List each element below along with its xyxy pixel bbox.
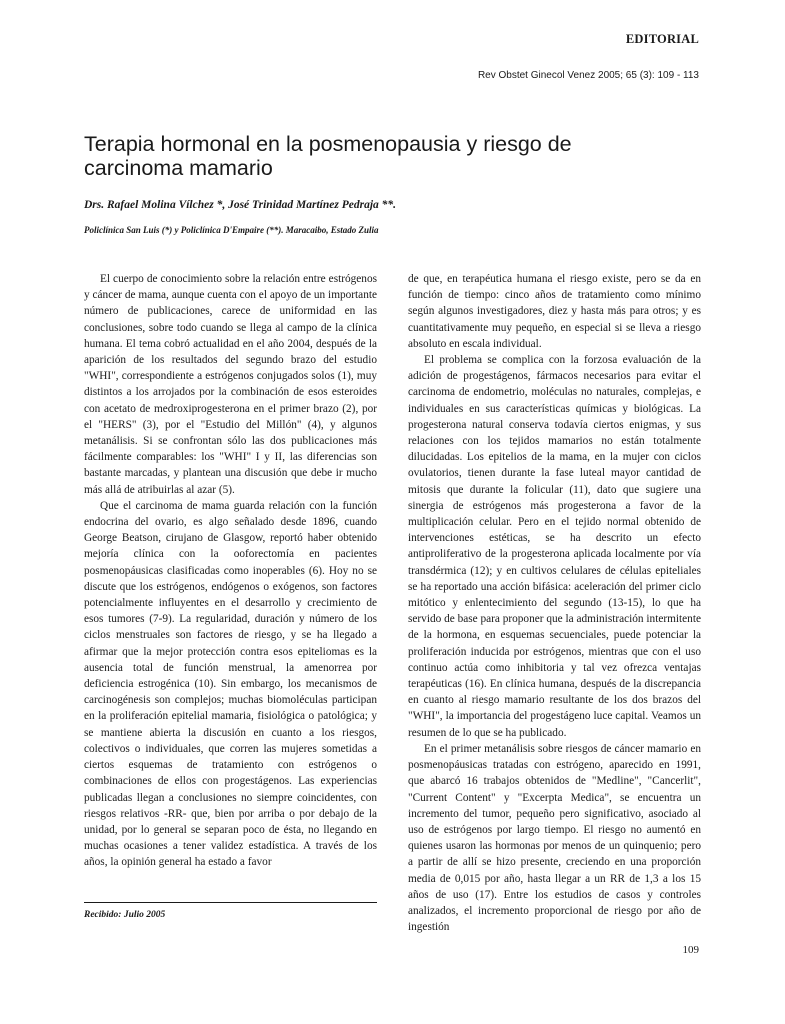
article-authors: Drs. Rafael Molina Vílchez *, José Trinidad Martínez Pedraja **. [84,199,397,211]
body-paragraph: El problema se complica con la forzosa evaluación de la adición de progestágenos, fármacos necesarios para evitar el carcinoma de endometrio, moléculas no naturales, complejas, e individuales en sus características químicas y biológicas. La progesterona natural conserva todavía ciertos enigmas, y sus relaciones con los tejidos mamarios no están totalmente dilucidadas. Los epitelios de la mama, en la mujer con ciclos ovulatorios, tienen durante la fase luteal mayor cantidad de mitosis que durante la folicular (11), dato que sugiere una sinergia de estrógenos más progesterona a favor de la multiplicación celular. Pero en el tejido normal obtenido de intervenciones estéticas, se ha descrito un efecto antiproliferativo de la progesterona aplicada localmente por vía transdérmica (12); y en cultivos celulares de células epiteliales se ha reportado una acción bifásica: aceleración del primer ciclo mitótico y enlentecimiento del segundo (13-15), lo que ha servido de base para proponer que la administración intermitente de la hormona, en esquemas secuenciales, puede potenciar la proliferación inducida por estrógenos, mientras que con el uso continuo actúa como inhibitoria y tal vez ofrezca ventajas terapéuticas (16). En clínica humana, después de la discrepancia en cuanto al riesgo mamario resultante de los dos brazos del "WHI", la importancia del progestágeno luce capital. Veamos un resumen de lo que se ha publicado. [408,354,701,739]
body-paragraph: de que, en terapéutica humana el riesgo existe, pero se da en función de tiempo: cinco años de tratamiento como mínimo según algunos investigadores, diez y hasta más para otros; y es cuantitativamente muy pequeño, en especial si se lleva a riesgo absoluto en escala individual. [408,273,701,350]
footnote-divider [84,902,377,903]
right-column [408,271,701,935]
author-affiliation: Policlínica San Luis (*) y Policlínica D'Empaire (**). Maracaibo, Estado Zulia [84,225,379,235]
body-paragraph: El cuerpo de conocimiento sobre la relación entre estrógenos y cáncer de mama, aunque cuenta con el apoyo de un importante número de publicaciones, carece de uniformidad en las conclusiones, sobre todo cuando se llega al campo de la clínica humana. El tema cobró actualidad en el año 2004, después de la aparición de los resultados del segundo brazo del estudio "WHI", correspondiente a estrógenos conjugados solos (1), muy distintos a los arrojados por la combinación de esos esteroides con acetato de medroxiprogesterona en el primer brazo (2), por el "HERS" (3), por el "Estudio del Millón" (4), y algunos metanálisis. Si se confrontan sólo las dos publicaciones más fácilmente comparables: los "WHI" I y II, las diferencias son bastante marcadas, y plantean una discusión que debe ir mucho más allá de atribuirlas al azar (5). [84,273,377,496]
body-paragraph: En el primer metanálisis sobre riesgos de cáncer mamario en posmenopáusicas tratadas con estrógeno, aparecido en 1991, que abarcó 16 trabajos obtenidos de "Medline", "Cancerlit", "Current Content" y "Excerpta Medica", se encuentra un incremento del tumor, pequeño pero significativo, asociado al uso de estrógenos por largo tiempo. El riesgo no aumentó en quienes usaron las hormonas por menos de un quinquenio; pero a partir de allí se hizo presente, creciendo en una proporción media de 0,015 por año, hasta llegar a un RR de 1,3 a los 15 años de uso (17). Entre los estudios de casos y controles analizados, el incremento proporcional de riesgo por año de ingestión [408,742,701,934]
page-number: 109 [682,944,699,956]
journal-citation: Rev Obstet Ginecol Venez 2005; 65 (3): 109 - 113 [477,70,699,81]
article-title: Terapia hormonal en la posmenopausia y riesgo de carcinoma mamario [84,132,572,180]
body-paragraph: Que el carcinoma de mama guarda relación con la función endocrina del ovario, es algo señalado desde 1896, cuando George Beatson, cirujano de Glasgow, reportó haber obtenido mejoría clínica con la ooforectomía en pacientes posmenopáusicas clasificadas como inoperables (6). Hoy no se discute que los estrógenos, endógenos o exógenos, son factores potencialmente influyentes en el desarrollo y crecimiento de esos tumores (7-9). La regularidad, duración y número de los ciclos menstruales son factores de riesgo, y se ha llegado a afirmar que la mejor protección contra esos epiteliomas es la ausencia total de función menstrual, la amenorrea por deficiencia estrogénica (10). Sin embargo, los mecanismos de carcinogénesis son complejos; muchas biomoléculas participan en la proliferación epitelial mamaria, fisiológica o patológica; y se mantiene abierta la discusión en cuanto a los riesgos, colectivos o individuales, que corren las mujeres sometidas a ciertos esquemas de tratamiento con estrógenos o combinaciones de ellos con progestágenos. Las experiencias publicadas llegan a conclusiones no siempre coincidentes, con riesgos relativos -RR- que, bien por arriba o por debajo de la unidad, por lo general se separan poco de ésta, no llegando en muchas ocasiones a tener validez estadística. A través de los años, la opinión general ha estado a favor [84,499,377,869]
received-date: Recibido: Julio 2005 [84,910,166,920]
section-label: EDITORIAL [625,32,699,46]
left-column [84,271,377,871]
